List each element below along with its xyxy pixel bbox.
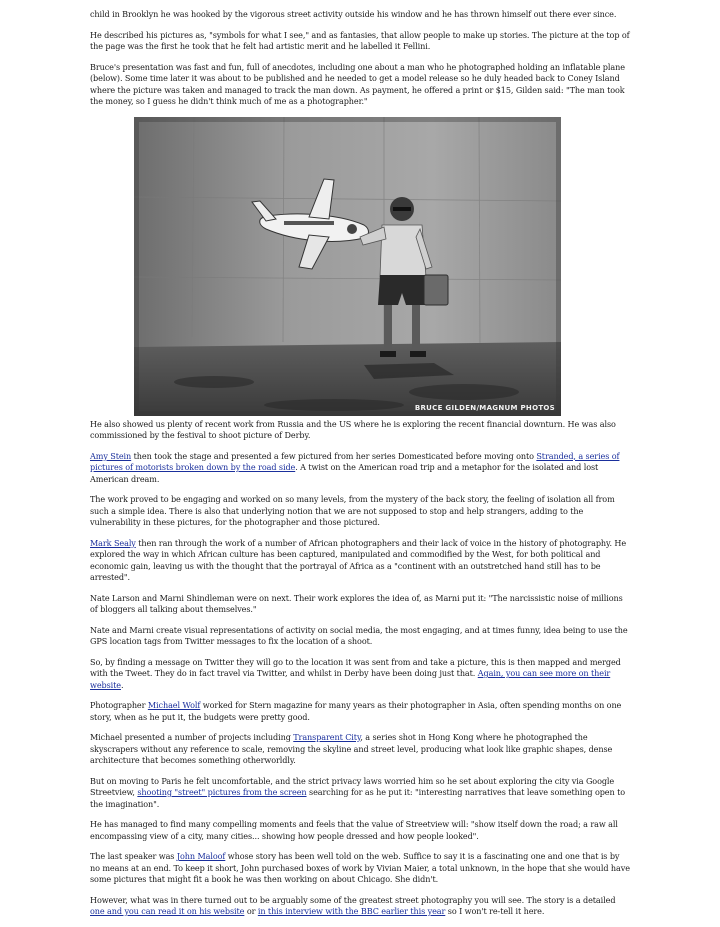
paragraph-2: He described his pictures as, "symbols for what I see," and as fantasies, that allow people to make up stories. The picture at the top of the page was the first he took that he felt had artistic merit and he labelled it Fellini.	[90, 29, 630, 51]
paragraph-13	[90, 776, 630, 811]
paragraph-12	[90, 732, 630, 767]
paragraph-9: Nate and Marni create visual representations of activity on social media, the most engaging, and at times funny, idea being to use the GPS location tags from Twitter messages to fix the location of a shoot.	[90, 624, 628, 646]
paragraph-8: Nate Larson and Marni Shindleman were on next. Their work explores the idea of, as Marni put it: "The narcissistic noise of millions of bloggers all talking about themselves."	[90, 592, 623, 614]
paragraph-15	[90, 851, 630, 886]
transparent-city-link[interactable]: Transparent City	[293, 732, 361, 742]
amy-stein-link[interactable]: Amy Stein	[90, 450, 132, 461]
their-website-link[interactable]: Again, you can see more on their website	[90, 668, 611, 690]
paragraph-10-text-1: So, by finding a message on Twitter they will go to the location it was sent from and take a picture, this is then mapped and merged with the Tweet. They do in fact travel via Twitter, and whilst in Derby have been doing just that.	[90, 656, 621, 678]
photo-illustration	[134, 117, 561, 416]
paragraph-13-text-1: But on moving to Paris he felt uncomfortable, and the strict privacy laws worried him so he set about exploring the city via Google Streetview,	[90, 775, 615, 797]
paragraph-11-text-1: Photographer	[90, 700, 148, 710]
inflatable-plane-photo	[134, 117, 561, 416]
paragraph-16-text-1: However, what was in there turned out to be arguably some of the greatest street photography you will see. The story is a detailed	[90, 894, 616, 905]
paragraph-13-text-2: searching for as he put it: "interesting narratives that leave something open to the imagination".	[90, 787, 625, 809]
paragraph-4: He also showed us plenty of recent work from Russia and the US where he is exploring the recent financial downturn. He was also commissioned by the festival to shoot picture of Derby.	[90, 418, 616, 440]
paragraph-11-text-2: worked for Stern magazine for many years as their photographer in Asia, often spending months on one story, when as he put it, the budgets were pretty good.	[90, 700, 622, 722]
paragraph-16-text-3: so I won't re-tell it here.	[445, 906, 545, 916]
street-pictures-link[interactable]: shooting "street" pictures from the screen	[137, 787, 307, 797]
paragraph-11	[90, 700, 630, 723]
paragraph-7-text-1: then ran through the work of a number of African photographers and their lack of voice in the history of photography. He explored the way in which African culture has been captured, manipulated and commodified by the West, for both political and economic gain, leaving us with the thought that the portrayal of Africa as a "continent with an outstretched hand still has to be arrested".	[90, 537, 627, 582]
photo-credit: BRUCE GILDEN/MAGNUM PHOTOS	[414, 403, 555, 412]
paragraph-5-text-2: . A twist on the American road trip and a metaphor for the isolated and lost American dream.	[90, 462, 599, 484]
paragraph-3: Bruce's presentation was fast and fun, full of anecdotes, including one about a man who he photographed holding an inflatable plane (below). Some time later it was about to be published and he needed to get a model release so he duly headed back to Coney Island where the picture was taken and managed to track the man down. As payment, he offered a print or $15, Gilden said: "The man took the money, so I guess he didn't think much of me as a photographer."	[90, 61, 625, 106]
paragraph-10-text-2: .	[120, 679, 124, 690]
his-website-link[interactable]: one and you can read it on his website	[90, 906, 245, 916]
paragraph-12-text-1: Michael presented a number of projects including	[90, 732, 294, 742]
stranded-series-link[interactable]: Stranded, a series of pictures of motorists broken down by the road side	[90, 450, 620, 472]
paragraph-15-text-2: whose story has been well told on the web. Suffice to say it is a fascinating one and one that is by no means at an end. To keep it short, John purchased boxes of work by Vivian Maier, a total unknown, in the hope that she would have some pictures that might fit a book he was then working on about Chicago. She didn't.	[90, 851, 630, 884]
bbc-interview-link[interactable]: in this interview with the BBC earlier this year	[257, 906, 446, 916]
paragraph-15-text-1: The last speaker was	[90, 851, 177, 861]
mark-sealy-link[interactable]: Mark Sealy	[90, 537, 136, 548]
paragraph-5	[90, 451, 630, 486]
paragraph-7	[90, 538, 630, 584]
paragraph-16	[90, 895, 630, 918]
paragraph-14: He has managed to find many compelling moments and feels that the value of Streetview will: "show itself down the road; a raw all encompassing view of a city, many cities... showing how people dressed and how people looked".	[90, 819, 618, 841]
paragraph-10	[90, 657, 630, 692]
paragraph-6: The work proved to be engaging and worked on so many levels, from the mystery of the back story, the feeling of isolation all from such a simple idea. There is also that underlying notion that we are not supposed to stop and help strangers, adding to the vulnerability in these pictures, for the photographer and those pictured.	[90, 494, 615, 527]
paragraph-5-text-1: then took the stage and presented a few pictured from her series Domesticated before moving onto	[131, 450, 537, 461]
article-body	[90, 9, 630, 927]
paragraph-12-text-2: , a series shot in Hong Kong where he photographed the skyscrapers without any reference to scale, removing the skyline and street level, producing what look like graphic shapes, dense architecture that becomes something otherworldly.	[90, 732, 613, 765]
paragraph-1: child in Brooklyn he was hooked by the vigorous street activity outside his window and he has thrown himself out there ever since.	[90, 9, 617, 19]
paragraph-16-text-2: or	[244, 906, 258, 916]
michael-wolf-link[interactable]: Michael Wolf	[147, 700, 201, 710]
john-maloof-link[interactable]: John Maloof	[176, 851, 226, 861]
